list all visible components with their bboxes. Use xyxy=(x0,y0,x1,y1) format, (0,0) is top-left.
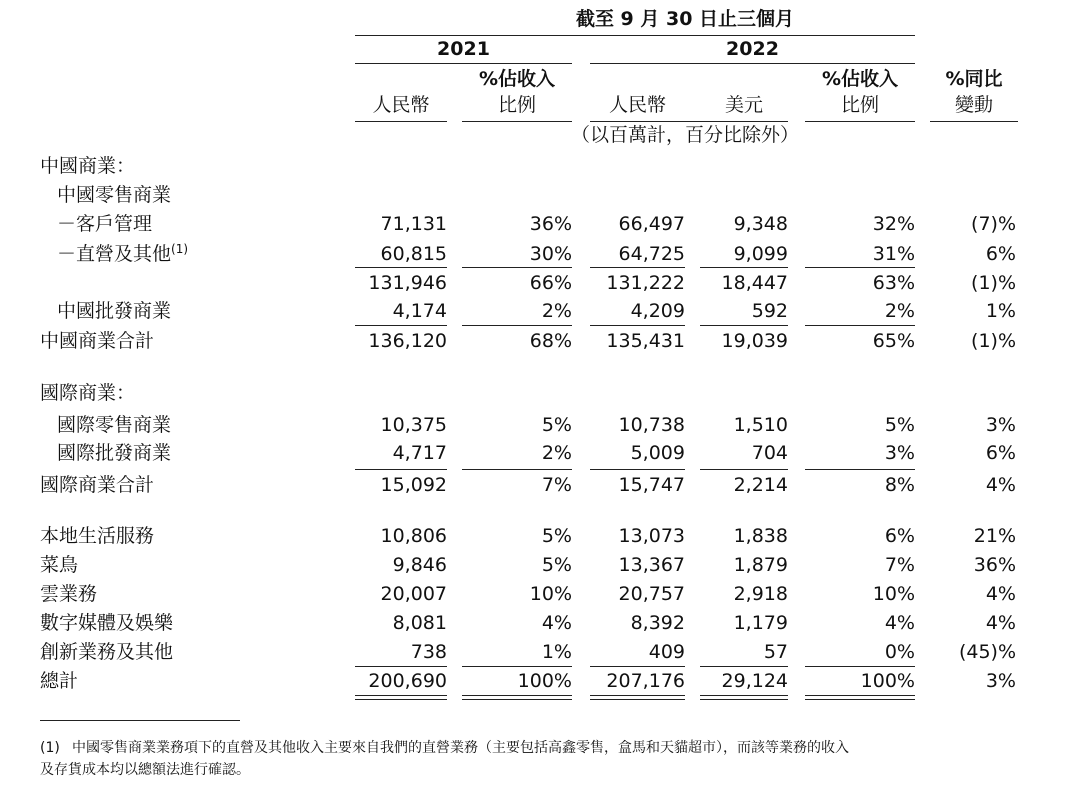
col-rule-rmb-2021 xyxy=(355,121,447,122)
col-header-rmb-2022: 人民幣 xyxy=(608,94,666,116)
cell-yoy-change: 6% xyxy=(985,442,1016,464)
cell-yoy-change: 4% xyxy=(985,612,1016,634)
section-international-commerce: 國際商業： xyxy=(40,382,136,404)
row-label-text: 國際商業合計 xyxy=(40,474,155,496)
cell-usd-2022: 18,447 xyxy=(721,272,788,294)
cell-pct-2021: 5% xyxy=(541,525,572,547)
cell-pct-2021: 66% xyxy=(529,272,572,294)
cell-usd-2022: 19,039 xyxy=(721,330,788,352)
cell-rmb-2021: 136,120 xyxy=(368,330,447,352)
cell-pct-2022: 10% xyxy=(872,583,915,605)
col-rule-pct-2021 xyxy=(462,121,572,122)
year-2022-heading: 2022 xyxy=(726,38,779,60)
col-rule-yoy xyxy=(930,121,1018,122)
subtotal-rule xyxy=(805,469,915,470)
total-double-rule xyxy=(355,695,447,700)
row-label-text: 雲業務 xyxy=(40,583,98,605)
cell-usd-2022: 9,099 xyxy=(733,243,788,265)
cell-pct-2022: 5% xyxy=(884,414,915,436)
cell-rmb-2021: 4,174 xyxy=(392,300,447,322)
footnote-marker: (1) xyxy=(40,740,60,756)
subtotal-rule xyxy=(355,325,447,326)
row-label-text: －客戶管理 xyxy=(57,213,153,235)
subtotal-rule xyxy=(355,469,447,470)
cell-pct-2021: 100% xyxy=(517,670,572,692)
row-label xyxy=(40,641,173,663)
cell-pct-2021: 36% xyxy=(529,213,572,235)
cell-rmb-2022: 10,738 xyxy=(618,414,685,436)
row-label-text: 數字媒體及娛樂 xyxy=(40,612,174,634)
cell-usd-2022: 1,879 xyxy=(733,554,788,576)
cell-rmb-2022: 4,209 xyxy=(630,300,685,322)
cell-pct-2022: 63% xyxy=(872,272,915,294)
footnote-line2: 及存貨成本均以總額法進行確認。 xyxy=(40,762,250,778)
cell-rmb-2022: 66,497 xyxy=(618,213,685,235)
cell-pct-2022: 6% xyxy=(884,525,915,547)
cell-pct-2022: 7% xyxy=(884,554,915,576)
row-label xyxy=(40,525,154,547)
cell-yoy-change: (45)% xyxy=(958,641,1016,663)
cell-pct-2022: 0% xyxy=(884,641,915,663)
total-double-rule xyxy=(700,695,788,700)
year-2021-heading: 2021 xyxy=(437,38,490,60)
row-label xyxy=(57,243,188,265)
cell-yoy-change: 4% xyxy=(985,474,1016,496)
row-label-text: 菜鳥 xyxy=(40,554,79,576)
cell-rmb-2021: 20,007 xyxy=(380,583,447,605)
subtotal-rule xyxy=(462,267,572,268)
cell-usd-2022: 1,510 xyxy=(733,414,788,436)
subtotal-rule xyxy=(355,267,447,268)
row-label-text: 國際零售商業 xyxy=(57,414,172,436)
cell-rmb-2022: 8,392 xyxy=(630,612,685,634)
row-label xyxy=(40,554,78,576)
period-heading: 截至 9 月 30 日止三個月 xyxy=(575,8,795,30)
cell-yoy-change: (1)% xyxy=(971,330,1016,352)
col-header-pct-2022-line2: 比例 xyxy=(840,94,879,116)
col-header-pct-2021-line1: %佔收入 xyxy=(478,68,556,90)
total-double-rule xyxy=(590,695,685,700)
col-header-rmb-2021: 人民幣 xyxy=(372,94,430,116)
row-label-text: 創新業務及其他 xyxy=(40,641,174,663)
section-china-commerce: 中國商業： xyxy=(40,155,136,177)
cell-yoy-change: (1)% xyxy=(971,272,1016,294)
cell-rmb-2022: 135,431 xyxy=(606,330,685,352)
row-label xyxy=(40,670,78,692)
units-note: （以百萬計，百分比除外） xyxy=(570,124,799,146)
cell-rmb-2021: 71,131 xyxy=(380,213,447,235)
cell-yoy-change: (7)% xyxy=(971,213,1016,235)
cell-rmb-2022: 207,176 xyxy=(606,670,685,692)
subtotal-rule xyxy=(805,325,915,326)
subtotal-rule xyxy=(805,267,915,268)
row-label xyxy=(57,213,152,235)
subtotal-rule xyxy=(590,666,685,667)
cell-pct-2021: 2% xyxy=(541,442,572,464)
cell-pct-2021: 5% xyxy=(541,414,572,436)
section-china-retail: 中國零售商業 xyxy=(57,184,172,206)
cell-pct-2022: 32% xyxy=(872,213,915,235)
subtotal-rule xyxy=(700,267,788,268)
cell-pct-2021: 2% xyxy=(541,300,572,322)
footnote-line1: 中國零售商業業務項下的直營及其他收入主要來自我們的直營業務（主要包括高鑫零售，盒馬和天貓超市），而該等業務的收入 xyxy=(72,740,849,756)
row-label xyxy=(57,414,171,436)
cell-yoy-change: 1% xyxy=(985,300,1016,322)
col-header-pct-2022-line1: %佔收入 xyxy=(821,68,899,90)
row-label-text: 國際批發商業 xyxy=(57,442,172,464)
cell-usd-2022: 2,214 xyxy=(733,474,788,496)
cell-usd-2022: 1,179 xyxy=(733,612,788,634)
row-label xyxy=(40,583,97,605)
cell-rmb-2021: 8,081 xyxy=(392,612,447,634)
cell-rmb-2022: 5,009 xyxy=(630,442,685,464)
cell-pct-2022: 100% xyxy=(860,670,915,692)
row-label xyxy=(57,442,171,464)
row-label-text: 中國商業合計 xyxy=(40,330,155,352)
cell-rmb-2021: 131,946 xyxy=(368,272,447,294)
col-rule-pct-2022 xyxy=(805,121,915,122)
cell-pct-2021: 68% xyxy=(529,330,572,352)
cell-rmb-2021: 15,092 xyxy=(380,474,447,496)
col-header-pct-2021-line2: 比例 xyxy=(497,94,536,116)
cell-rmb-2022: 131,222 xyxy=(606,272,685,294)
cell-yoy-change: 6% xyxy=(985,243,1016,265)
subtotal-rule xyxy=(462,325,572,326)
cell-rmb-2021: 200,690 xyxy=(368,670,447,692)
subtotal-rule xyxy=(355,666,447,667)
cell-pct-2021: 4% xyxy=(541,612,572,634)
row-label-text: 中國批發商業 xyxy=(57,300,172,322)
cell-rmb-2022: 13,073 xyxy=(618,525,685,547)
cell-rmb-2022: 15,747 xyxy=(618,474,685,496)
cell-usd-2022: 2,918 xyxy=(733,583,788,605)
footnote-separator xyxy=(40,720,240,721)
cell-rmb-2021: 60,815 xyxy=(380,243,447,265)
cell-rmb-2021: 738 xyxy=(410,641,447,663)
cell-pct-2022: 4% xyxy=(884,612,915,634)
row-label-text: 總計 xyxy=(40,670,79,692)
col-header-yoy-line2: 變動 xyxy=(954,94,993,116)
cell-usd-2022: 704 xyxy=(751,442,788,464)
cell-pct-2021: 30% xyxy=(529,243,572,265)
year-2021-underline xyxy=(355,63,572,64)
subtotal-rule xyxy=(462,666,572,667)
cell-rmb-2021: 9,846 xyxy=(392,554,447,576)
cell-rmb-2022: 20,757 xyxy=(618,583,685,605)
year-2022-underline xyxy=(590,63,915,64)
subtotal-rule xyxy=(700,325,788,326)
cell-pct-2021: 10% xyxy=(529,583,572,605)
cell-yoy-change: 3% xyxy=(985,670,1016,692)
cell-usd-2022: 592 xyxy=(751,300,788,322)
cell-yoy-change: 36% xyxy=(973,554,1016,576)
cell-pct-2022: 31% xyxy=(872,243,915,265)
subtotal-rule xyxy=(805,666,915,667)
subtotal-rule xyxy=(700,666,788,667)
cell-rmb-2022: 13,367 xyxy=(618,554,685,576)
row-label-text: 本地生活服務 xyxy=(40,525,155,547)
row-label xyxy=(40,330,154,352)
row-label-text: －直營及其他 xyxy=(57,243,172,265)
subtotal-rule xyxy=(590,469,685,470)
subtotal-rule xyxy=(700,469,788,470)
cell-yoy-change: 21% xyxy=(973,525,1016,547)
cell-usd-2022: 57 xyxy=(763,641,788,663)
subtotal-rule xyxy=(590,325,685,326)
col-rule-2022-amounts xyxy=(590,121,788,122)
cell-pct-2021: 5% xyxy=(541,554,572,576)
cell-pct-2022: 3% xyxy=(884,442,915,464)
cell-rmb-2022: 409 xyxy=(648,641,685,663)
cell-pct-2021: 7% xyxy=(541,474,572,496)
col-header-yoy-line1: %同比 xyxy=(945,68,1003,90)
cell-usd-2022: 1,838 xyxy=(733,525,788,547)
cell-usd-2022: 9,348 xyxy=(733,213,788,235)
subtotal-rule xyxy=(590,267,685,268)
footnote-reference: (1) xyxy=(171,242,189,256)
cell-yoy-change: 4% xyxy=(985,583,1016,605)
col-header-usd-2022: 美元 xyxy=(724,94,763,116)
cell-pct-2022: 8% xyxy=(884,474,915,496)
cell-rmb-2021: 10,806 xyxy=(380,525,447,547)
subtotal-rule xyxy=(462,469,572,470)
row-label xyxy=(40,612,173,634)
cell-yoy-change: 3% xyxy=(985,414,1016,436)
cell-usd-2022: 29,124 xyxy=(721,670,788,692)
cell-rmb-2021: 10,375 xyxy=(380,414,447,436)
row-label xyxy=(40,474,154,496)
cell-rmb-2021: 4,717 xyxy=(392,442,447,464)
cell-rmb-2022: 64,725 xyxy=(618,243,685,265)
period-underline xyxy=(355,35,915,36)
cell-pct-2021: 1% xyxy=(541,641,572,663)
row-label xyxy=(57,300,171,322)
cell-pct-2022: 2% xyxy=(884,300,915,322)
cell-pct-2022: 65% xyxy=(872,330,915,352)
total-double-rule xyxy=(462,695,572,700)
total-double-rule xyxy=(805,695,915,700)
